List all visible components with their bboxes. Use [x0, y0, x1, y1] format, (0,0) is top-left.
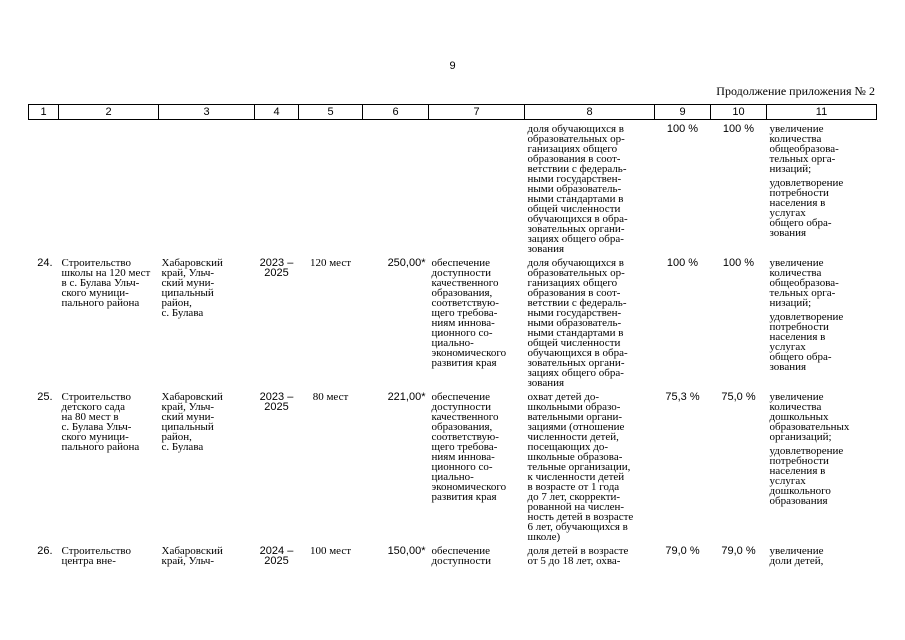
- header-cell: 3: [159, 105, 255, 120]
- table-row: [29, 392, 877, 542]
- capacity: 80 мест: [312, 391, 349, 403]
- object-name: Строительство школы на 120 мест в с. Булава Ульч- ского муници- пального района: [61, 257, 151, 309]
- indicator: охват детей до- школьными образо- вательными органи- зациями (отношение численности детей, посещающих до- школьные образова- тельные организации, к численности детей в возрасте от 1 года до 7 лет, скорректи- рованной на числен- ность детей в возрасте 6 лет, обучающихся в школе): [527, 391, 634, 543]
- object-name: Строительство центра вне-: [61, 545, 132, 567]
- capacity: 100 мест: [309, 545, 352, 557]
- construction-years: 2024 – 2025: [259, 545, 294, 567]
- header-cell: 10: [711, 105, 767, 120]
- header-cell: 11: [767, 105, 877, 120]
- page-number: 9: [449, 60, 456, 72]
- expected-result: [767, 546, 877, 570]
- result-paragraph: увеличение количества дошкольных образовательных организаций;: [769, 391, 850, 443]
- value-col10: 100 %: [722, 123, 755, 135]
- object-location: [159, 124, 255, 254]
- cost: 150,00*: [387, 545, 426, 557]
- value-col9: 75,3 %: [665, 391, 700, 403]
- value-col9: 100 %: [666, 257, 699, 269]
- construction-years: [255, 124, 299, 254]
- header-cell: 6: [363, 105, 429, 120]
- cost: [363, 124, 429, 254]
- goal: [429, 124, 525, 254]
- appendix-table: [28, 104, 877, 570]
- result-paragraph: увеличение количества общеобразова- тельных орга- низаций;: [769, 257, 839, 309]
- header-cell: 5: [299, 105, 363, 120]
- header-cell: 2: [59, 105, 159, 120]
- header-cell: 4: [255, 105, 299, 120]
- value-col10: 75,0 %: [721, 391, 756, 403]
- indicator: доля детей в возрасте от 5 до 18 лет, охва-: [527, 545, 629, 567]
- table-row: [29, 258, 877, 388]
- construction-years: 2023 – 2025: [259, 257, 294, 279]
- goal: обеспечение доступности качественного образования, соответствую- щего требова- ниям иннова- ционного со- циально- экономического развития края: [431, 391, 507, 503]
- expected-result: [767, 392, 877, 542]
- header-cell: 7: [429, 105, 525, 120]
- result-paragraph: удовлетворение потребности населения в услугах общего обра- зования: [769, 177, 844, 239]
- row-number: 25.: [37, 391, 53, 403]
- table-row: [29, 124, 877, 254]
- capacity: [299, 124, 363, 254]
- result-paragraph: удовлетворение потребности населения в услугах общего обра- зования: [769, 311, 844, 373]
- header-cell: 9: [655, 105, 711, 120]
- table-row: [29, 546, 877, 570]
- row-number: [29, 124, 59, 254]
- value-col9: 79,0 %: [665, 545, 700, 557]
- row-number: 24.: [37, 257, 53, 269]
- capacity: 120 мест: [309, 257, 352, 269]
- cost: 221,00*: [387, 391, 426, 403]
- header-cell: 8: [525, 105, 655, 120]
- object-location: Хабаровский край, Ульч- ский муни- ципальный район, с. Булава: [161, 257, 223, 319]
- goal: обеспечение доступности: [431, 545, 492, 567]
- construction-years: 2023 – 2025: [259, 391, 294, 413]
- indicator: доля обучающихся в образовательных ор- ганизациях общего образования в соот- ветствии с федераль- ными государствен- ными образователь- ными стандартами в общей численности обучающихся в обра- зовательных органи- зациях общего обра- зования: [527, 257, 628, 389]
- result-paragraph: увеличение количества общеобразова- тельных орга- низаций;: [769, 123, 839, 175]
- result-paragraph: удовлетворение потребности населения в услугах дошкольного образования: [769, 445, 844, 507]
- cost: 250,00*: [387, 257, 426, 269]
- goal: обеспечение доступности качественного образования, соответствую- щего требова- ниям иннова- ционного со- циально- экономического развития края: [431, 257, 507, 369]
- object-name: [59, 124, 159, 254]
- value-col10: 79,0 %: [721, 545, 756, 557]
- object-location: Хабаровский край, Ульч- ский муни- ципальный район, с. Булава: [161, 391, 223, 453]
- value-col10: 100 %: [722, 257, 755, 269]
- continuation-label: Продолжение приложения № 2: [716, 84, 875, 98]
- object-location: Хабаровский край, Ульч-: [161, 545, 223, 567]
- indicator: доля обучающихся в образовательных ор- ганизациях общего образования в соот- ветствии с федераль- ными государствен- ными образователь- ными стандартами в общей численности обучающихся в обра- зовательных органи- зациях общего обра- зования: [527, 123, 628, 255]
- expected-result: [767, 124, 877, 254]
- header-row: [29, 105, 877, 120]
- header-cell: 1: [29, 105, 59, 120]
- row-number: 26.: [37, 545, 53, 557]
- result-paragraph: увеличение доли детей,: [769, 545, 824, 567]
- expected-result: [767, 258, 877, 388]
- value-col9: 100 %: [666, 123, 699, 135]
- object-name: Строительство детского сада на 80 мест в с. Булава Ульч- ского муници- пального района: [61, 391, 140, 453]
